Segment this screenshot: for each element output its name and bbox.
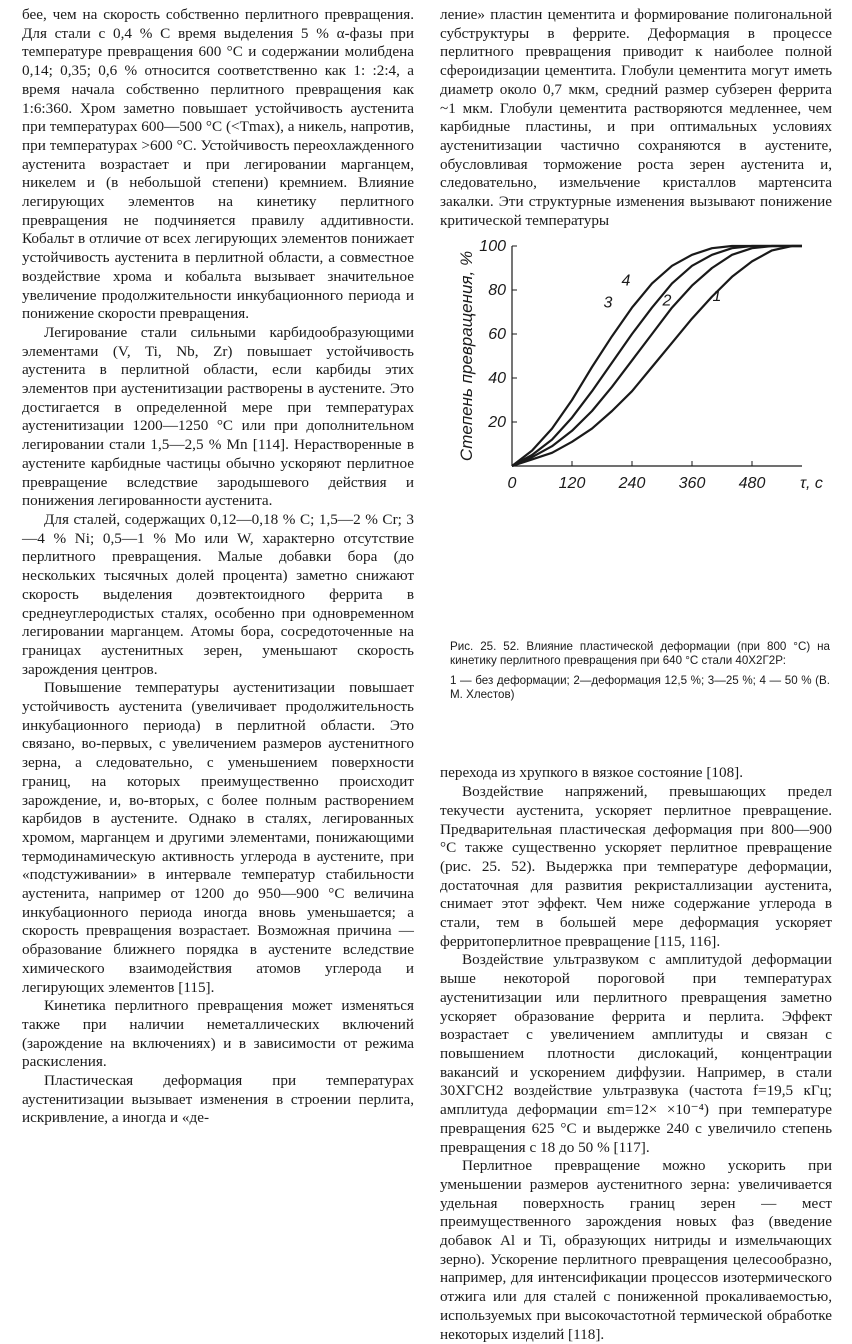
x-tick-label: 480 [738,475,766,493]
x-tick-label: 240 [618,475,646,493]
figure-25-52 [440,238,832,756]
paragraph: бее, чем на скорость собственно перлитного превращения. Для стали с 0,4 % С время выделения 5 % α-фазы при температуре превращения 600 °С и содержании молибдена 0,14; 0,35; 0,6 % относится соответственно как 1: :2:4, а время начала собственно перлитного превращения как 1:6:360. Хром заметно повышает устойчивость аустенита при температурах 600—500 °С (<Tmax), а никель, напротив, при температурах >600 °С. Устойчивость переохлажденного аустенита возрастает и при легировании марганцем, никелем и (в небольшой степени) кремнием. Влияние легирующих элементов на кинетику перлитного превращения не подчиняется правилу аддитивности. Кобальт в отличие от всех легирующих элементов понижает устойчивость аустенита в перлитной области, а совместное воздействие хрома и кобальта вызывает значительное увеличение продолжительности инкубационного периода и понижение скорости превращения. [22,6,414,323]
caption-text: Рис. 25. 52. Влияние пластической деформации (при 800 °С) на кинетику перлитного превращения при 640 °С стали 40Х2Г2Р: [450,640,830,668]
series-line-4 [512,246,802,466]
y-tick-label: 20 [488,414,506,432]
chart-series-group [512,246,802,466]
paragraph: Пластическая деформация при температурах аустенитизации вызывает изменения в строении перлита, искривление, а иногда и «де- [22,1072,414,1127]
right-column [440,6,832,1344]
curve-label-3: 3 [603,295,613,313]
curve-label-1: 1 [712,288,722,306]
paragraph: Перлитное превращение можно ускорить при уменьшении размеров аустенитного зерна: увеличивается удельная поверхность границ зерен — мест преимущественного зарождения новых фаз (введение добавок Al и Ti, образующих нитриды и измельчающих зерно). Ускорение перлитного превращения целесообразно, например, для интенсификации процессов изотермического отжига или для сталей с пониженной прокаливаемостью, используемых при высокочастотной термической обработке некоторых изделий [118]. [440,1157,832,1343]
paragraph: Для сталей, содержащих 0,12—0,18 % С; 1,5—2 % Cr; 3—4 % Ni; 0,5—1 % Mo или W, характерно отсутствие перлитного превращения. Малые добавки бора (до нескольких тысячных долей процента) заметно снижают скорость выделения доэвтектоидного феррита в среднеуглеродистых сталях, особенно при одновременном легировании марганцем. Атомы бора, сосредоточенные на границах аустенитных зерен, уменьшают скорость зарождения центров. [22,510,414,678]
paragraph: Воздействие ультразвуком с амплитудой деформации выше некоторой пороговой при температурах аустенитизации или перлитного превращения заметно ускоряет образование феррита и перлита. Эффект возрастает с увеличением амплитуды и связан с повышением плотности дислокаций, концентрации вакансий и ускорением диффузии. Например, в стали 30ХГСН2 воздействие ультразвука (частота f=19,5 кГц; амплитуда деформации εm=12× ×10⁻⁴) при температуре превращения 625 °С и выдержке 240 с увеличило степень превращения с 18 до 50 % [117]. [440,951,832,1156]
y-axis-label: Степень превращения, % [457,251,476,462]
caption-legend: 1 — без деформации; 2—деформация 12,5 %; 3—25 %; 4 — 50 % (В. М. Хлестов) [450,674,830,702]
kinetics-chart [440,238,832,638]
x-axis-label: τ, с [800,475,823,493]
y-tick-label: 60 [488,326,506,344]
x-tick-label: 360 [678,475,706,493]
paragraph: ление» пластин цементита и формирование полигональной субструктуры в феррите. Деформация в процессе перлитного превращения приводит к наиболее полной сфероидизации цементита. Глобули цементита могут иметь диаметр около 0,7 мкм, средний размер субзерен феррита ~1 мкм. Глобули цементита растворяются медленнее, чем карбидные пластины, и при оптимальных условиях аустенитизации частично сохраняются в аустените, обусловливая торможение роста зерен аустенита и, следовательно, измельчение кристаллов мартенсита закалки. Эти структурные изменения вызывают понижение критической температуры [440,6,832,229]
curve-label-4: 4 [621,273,631,291]
paragraph: Повышение температуры аустенитизации повышает устойчивость аустенита (увеличивает продолжительность инкубационного периода) в перлитной области. Это связано, во-первых, с увеличением размеров аустенитного зерна, а следовательно, с уменьшением поверхности границ, на которых преимущественно происходит зарождение, и, во-вторых, с более полным растворением карбидов в аустените. Однако в сталях, легированных хромом, марганцем и другими элементами, понижающими термодинамическую активность углерода в аустените, при «подстуживании» в интервале температур стабильности аустенита, например от 1200 до 950—900 °С величина инкубационного периода иногда вновь уменьшается; а скорость превращения возрастает. Возможная причина — образование ближнего порядка в аустените вследствие химического взаимодействия атомов углерода и легирующих элементов [115]. [22,679,414,996]
paragraph: Кинетика перлитного превращения может изменяться также при наличии неметаллических включений (зарождение на включениях) и в зависимости от режима раскисления. [22,997,414,1071]
curve-label-2: 2 [662,292,672,310]
y-tick-label: 100 [479,238,506,256]
x-tick-label: 0 [507,475,517,493]
paragraph: Воздействие напряжений, превышающих предел текучести аустенита, ускоряет перлитное превращение. Предварительная пластическая деформация при 800—900 °С также существенно ускоряет перлитное превращение (рис. 25. 52). Выдержка при температуре деформации, достаточная для развития рекристаллизации аустенита, снимает этот эффект. Чем ниже содержание углерода в стали, тем в большей мере деформация ускоряет ферритоперлитное превращение [115, 116]. [440,783,832,950]
figure-caption [450,640,830,702]
paragraph: Легирование стали сильными карбидообразующими элементами (V, Ti, Nb, Zr) повышает устойчивость аустенита в перлитной области, если карбиды этих элементов при аустенитизации растворены в аустените. Это достигается в определенной мере при температурах аустенитизации 1200—1250 °С или при дополнительном легировании стали 1,5—2,5 % Mn [114]. Нерастворенные в аустените карбидные частицы обычно ускоряют перлитное превращение вследствие зародышевого действия и понижения легированности аустенита. [22,323,414,510]
paragraph: перехода из хрупкого в вязкое состояние [108]. [440,764,744,782]
x-tick-label: 120 [558,475,586,493]
y-tick-label: 40 [488,370,506,388]
y-tick-label: 80 [488,282,506,300]
left-column [22,6,414,1128]
